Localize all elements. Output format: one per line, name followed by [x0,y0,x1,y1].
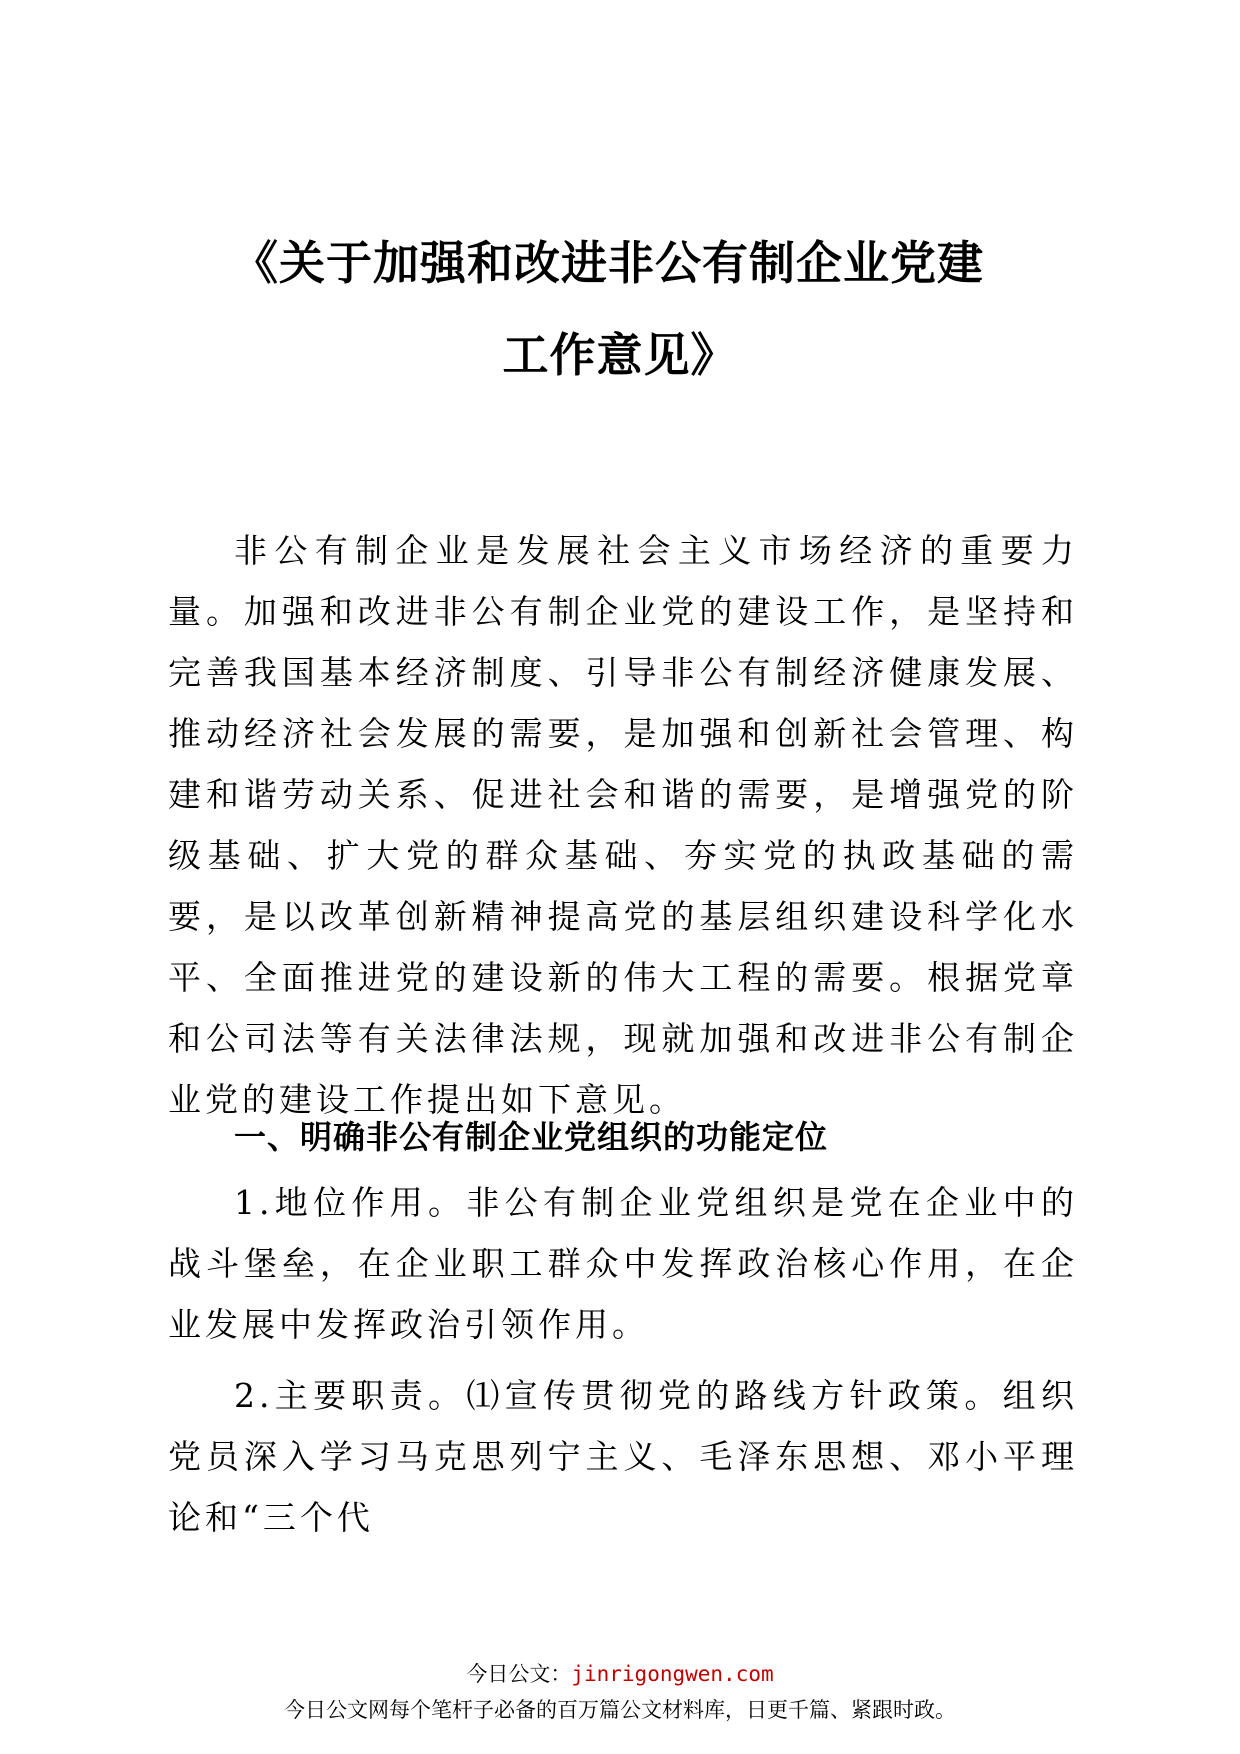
intro-paragraph: 非公有制企业是发展社会主义市场经济的重要力量。加强和改进非公有制企业党的建设工作，是坚持和完善我国基本经济制度、引导非公有制经济健康发展、推动经济社会发展的需要，是加强和创新社会管理、构建和谐劳动关系、促进社会和谐的需要，是增强党的阶级基础、扩大党的群众基础、夯实党的执政基础的需要，是以改革创新精神提高党的基层组织建设科学化水平、全面推进党的建设新的伟大工程的需要。根据党章和公司法等有关法律法规，现就加强和改进非公有制企业党的建设工作提出如下意见。 [168,531,1078,1119]
footer-site-line [0,1659,1240,1689]
footer-slogan: 今日公文网每个笔杆子必备的百万篇公文材料库，日更千篇、紧跟时政。 [284,1698,956,1722]
footer-site-link[interactable]: jinrigongwen.com [571,1662,774,1686]
paragraph-status-role: 1.地位作用。非公有制企业党组织是党在企业中的战斗堡垒，在企业职工群众中发挥政治核心作用，在企业发展中发挥政治引领作用。 [168,1183,1078,1344]
footer-site-label: 今日公文： [466,1662,572,1686]
section-heading-1: 一、明确非公有制企业党组织的功能定位 [234,1118,829,1156]
paragraph-main-duties: 2.主要职责。⑴宣传贯彻党的路线方针政策。组织党员深入学习马克思列宁主义、毛泽东思想、邓小平理论和“三个代 [168,1376,1078,1537]
document-title-line-1: 《关于加强和改进非公有制企业党建 [232,236,984,290]
document-title-line-2: 工作意见》 [502,328,738,382]
